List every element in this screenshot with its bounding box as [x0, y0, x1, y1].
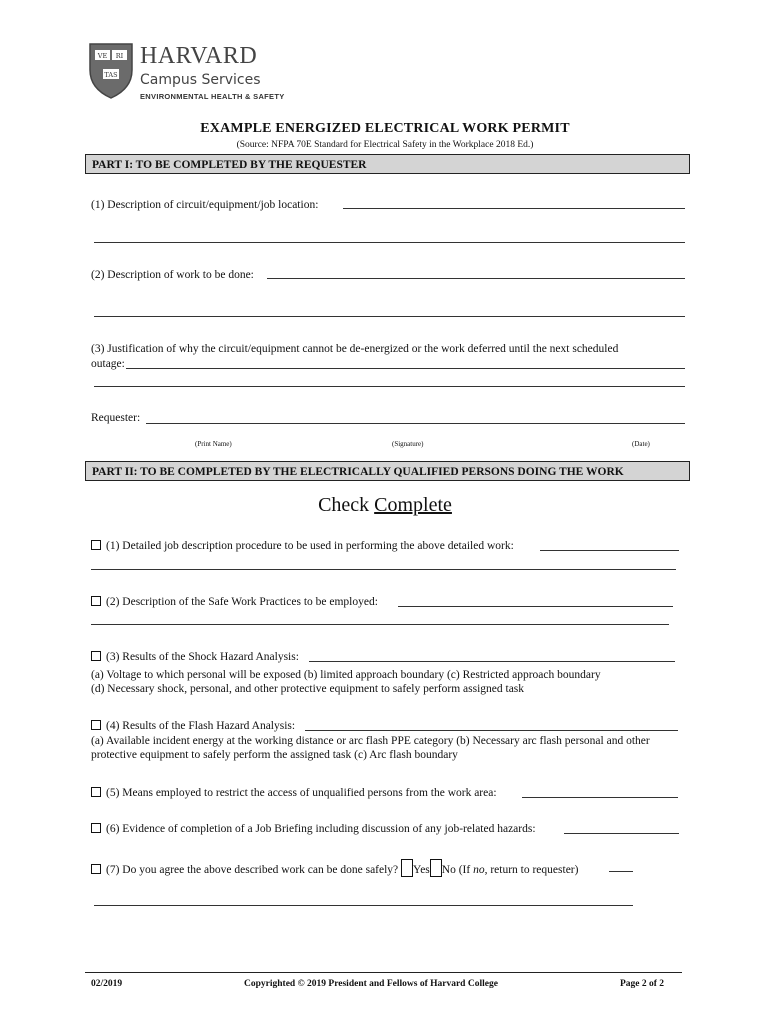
- date-caption: (Date): [632, 440, 650, 448]
- q2-answer-line-2[interactable]: [94, 316, 685, 317]
- no-checkbox[interactable]: [430, 859, 442, 877]
- item4-row: [91, 719, 295, 733]
- q3-label-line2: outage:: [91, 358, 125, 370]
- brand-dept: ENVIRONMENTAL HEALTH & SAFETY: [140, 92, 285, 101]
- q2-label: (2) Description of work to be done:: [91, 269, 254, 281]
- q3-answer-line[interactable]: [126, 368, 685, 369]
- q1-answer-line[interactable]: [343, 208, 685, 209]
- q2-answer-line[interactable]: [267, 278, 685, 279]
- part1-heading: PART I: TO BE COMPLETED BY THE REQUESTER: [85, 154, 690, 174]
- item3-detail-a: (a) Voltage to which personal will be exposed (b) limited approach boundary (c) Restricted approach boundary: [91, 669, 601, 681]
- item1-checkbox[interactable]: [91, 540, 101, 550]
- source-note: (Source: NFPA 70E Standard for Electrical Safety in the Workplace 2018 Ed.): [236, 140, 534, 150]
- item7-checkbox[interactable]: [91, 864, 101, 874]
- print-name-caption: (Print Name): [195, 440, 232, 448]
- signature-caption: (Signature): [392, 440, 424, 448]
- item7-answer-line-2[interactable]: [94, 905, 633, 906]
- item7-row: [91, 859, 578, 877]
- complete-word: Complete: [374, 494, 452, 516]
- requester-label: Requester:: [91, 412, 141, 424]
- shield-text-ri: RI: [115, 52, 124, 60]
- q1-label: (1) Description of circuit/equipment/job location:: [91, 199, 319, 211]
- item5-checkbox[interactable]: [91, 787, 101, 797]
- item4-answer-line[interactable]: [305, 730, 678, 731]
- item4-detail-b: protective equipment to safely perform the assigned task (c) Arc flash boundary: [91, 749, 458, 761]
- q3-answer-line-2[interactable]: [94, 386, 685, 387]
- item6-answer-line[interactable]: [564, 833, 679, 834]
- yes-checkbox[interactable]: [401, 859, 413, 877]
- item2-label: (2) Description of the Safe Work Practices to be employed:: [106, 596, 378, 608]
- no-label: No (If: [441, 864, 474, 876]
- item4-label: (4) Results of the Flash Hazard Analysis:: [106, 720, 296, 732]
- item7-label: (7) Do you agree the above described work can be done safely?: [106, 864, 399, 876]
- footer-page: Page 2 of 2: [620, 979, 665, 989]
- item1-label: (1) Detailed job description procedure to be used in performing the above detailed work:: [106, 540, 514, 552]
- brand-name: HARVARD: [140, 43, 258, 69]
- check-word: Check: [318, 494, 370, 516]
- item6-checkbox[interactable]: [91, 823, 101, 833]
- footer-date: 02/2019: [91, 979, 123, 989]
- item1-row: [91, 539, 514, 553]
- item3-label: (3) Results of the Shock Hazard Analysis:: [106, 651, 299, 663]
- item2-answer-line-2[interactable]: [91, 624, 669, 625]
- item5-answer-line[interactable]: [522, 797, 678, 798]
- item3-detail-b: (d) Necessary shock, personal, and other protective equipment to safely perform assigned task: [91, 683, 525, 695]
- page-title: EXAMPLE ENERGIZED ELECTRICAL WORK PERMIT: [200, 121, 570, 136]
- footer-copyright: Copyrighted © 2019 President and Fellows of Harvard College: [244, 979, 498, 989]
- item4-checkbox[interactable]: [91, 720, 101, 730]
- item3-checkbox[interactable]: [91, 651, 101, 661]
- q3-label-line1: (3) Justification of why the circuit/equipment cannot be de-energized or the work deferred until the next scheduled: [91, 343, 619, 355]
- shield-text-tas: TAS: [104, 71, 118, 79]
- requester-line[interactable]: [146, 423, 685, 424]
- item3-row: [91, 650, 299, 664]
- check-complete-heading: [0, 494, 770, 517]
- item6-row: [91, 822, 536, 836]
- item1-answer-line-2[interactable]: [91, 569, 676, 570]
- item2-answer-line[interactable]: [398, 606, 673, 607]
- item4-detail-a: (a) Available incident energy at the working distance or arc flash PPE category (b) Necessary arc flash personal and other: [91, 735, 650, 747]
- item2-row: [91, 595, 378, 609]
- shield-text-ve: VE: [97, 52, 108, 60]
- brand-sub: Campus Services: [140, 72, 261, 88]
- part2-heading: PART II: TO BE COMPLETED BY THE ELECTRICALLY QUALIFIED PERSONS DOING THE WORK: [85, 461, 690, 481]
- no-italic: no: [473, 864, 485, 876]
- brand-block: [140, 42, 285, 101]
- no-tail: , return to requester): [484, 864, 579, 876]
- item2-checkbox[interactable]: [91, 596, 101, 606]
- item5-label: (5) Means employed to restrict the access of unqualified persons from the work area:: [106, 787, 497, 799]
- item6-label: (6) Evidence of completion of a Job Briefing including discussion of any job-related hazards:: [106, 823, 536, 835]
- item3-answer-line[interactable]: [309, 661, 675, 662]
- yes-label: Yes: [413, 864, 430, 876]
- item1-answer-line[interactable]: [540, 550, 679, 551]
- footer-divider: [85, 972, 682, 973]
- q1-answer-line-2[interactable]: [94, 242, 685, 243]
- item7-answer-line[interactable]: [609, 871, 633, 872]
- harvard-shield-icon: [88, 42, 134, 100]
- item5-row: [91, 786, 497, 800]
